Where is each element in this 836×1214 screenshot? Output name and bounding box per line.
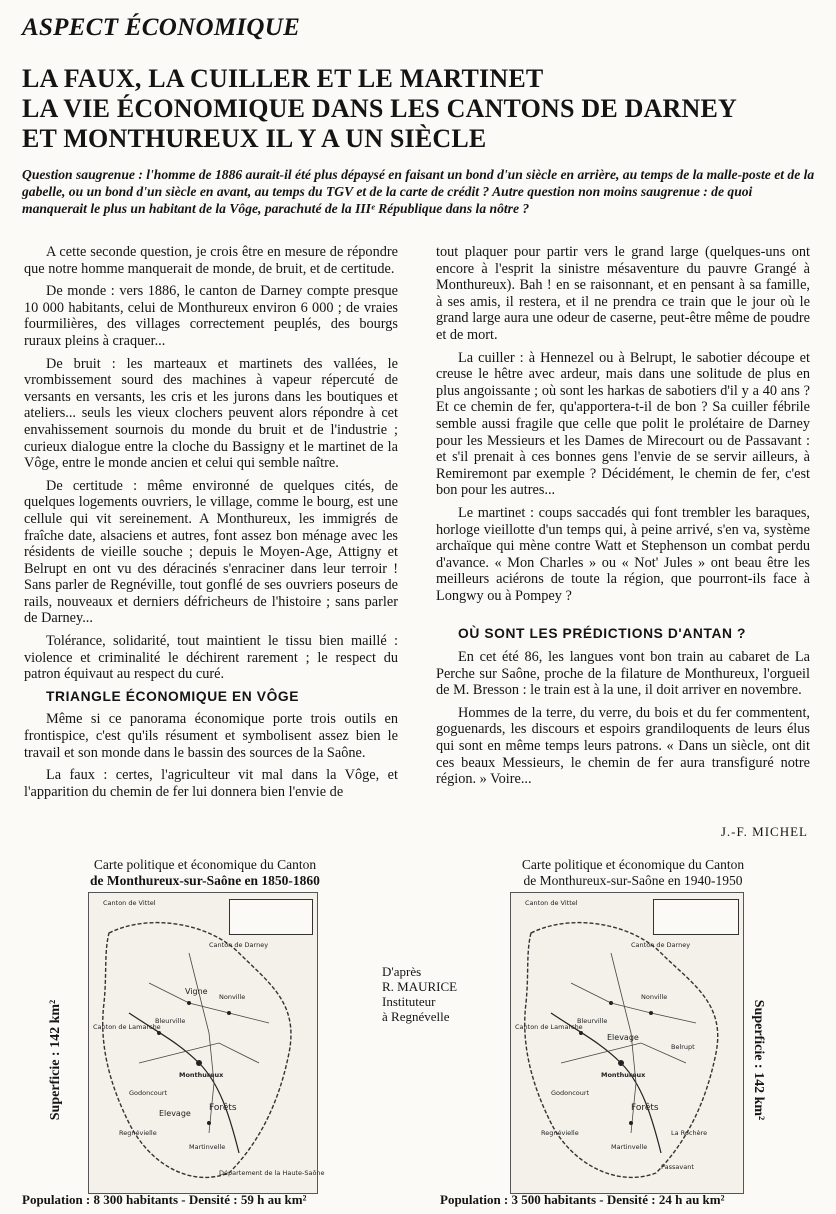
place-label: Bleurville xyxy=(577,1017,608,1025)
place-label: Canton de Vittel xyxy=(103,899,156,907)
paragraph: tout plaquer pour partir vers le grand large (quelques-uns ont encore à l'esprit la sinistre mésaventure du pauvre Grangé à Monthureux). Bah ! en se raisonnant, et en pensant à sa famille, à ses amis, il restera, et il ne prendra ce train que le jour où le grand large aura une odeur de caserne, peut-être même de poudre et de mort. xyxy=(436,244,810,343)
population-label: Population : 3 500 habitants - Densité : 24 h au km² xyxy=(440,1192,725,1207)
area-label: Superficie : 142 km² xyxy=(48,999,63,1121)
subheading: TRIANGLE ÉCONOMIQUE EN VÔGE xyxy=(46,688,300,704)
place-label: Martinvelle xyxy=(189,1143,226,1151)
place-label: Elevage xyxy=(159,1109,191,1118)
place-label: Canton de Lamarche xyxy=(93,1023,161,1031)
map-title-line: Carte politique et économique du Canton xyxy=(521,857,745,872)
population-label: Population : 8 300 habitants - Densité : 59 h au km² xyxy=(22,1192,307,1207)
paragraph: Tolérance, solidarité, tout maintient le tissu bien maillé : violence et criminalité le déchirent rarement ; le respect du patron équivaut au respect du curé. xyxy=(24,633,398,683)
place-label: Elevage xyxy=(607,1033,639,1042)
place-label: Bleurville xyxy=(155,1017,186,1025)
map-legend xyxy=(229,899,313,935)
credit-line: à Regnévelle xyxy=(382,1009,450,1024)
place-label: Canton de Darney xyxy=(209,941,269,949)
place-label: Canton de Vittel xyxy=(525,899,578,907)
paragraph: Même si ce panorama économique porte trois outils en frontispice, c'est qu'ils résument et symbolisent assez bien le travail et son monde dans le bassin des sources de la Saône. xyxy=(24,711,398,761)
paragraph: Hommes de la terre, du verre, du bois et du fer commentent, goguenards, les discours et espoirs grandiloquents de leurs élus qui sont en même temps leurs patrons. « Dans un siècle, ont dit ces beaux Messieurs, le chemin de fer aura transfiguré notre région. » Voire... xyxy=(436,704,810,788)
credit-line: Instituteur xyxy=(382,994,436,1009)
subheading: OÙ SONT LES PRÉDICTIONS D'ANTAN ? xyxy=(458,626,747,642)
paragraph: En cet été 86, les langues vont bon train au cabaret de La Perche sur Saône, proche de la filature de Monthureux, l'orgueil de M. Bresson : le train est à la une, il doit arriver en novembre. xyxy=(436,649,810,699)
place-label: Martinvelle xyxy=(611,1143,648,1151)
map-title-line: de Monthureux-sur-Saône en 1850-1860 xyxy=(90,873,320,888)
place-label: Vigne xyxy=(185,987,208,996)
headline-line: LA FAUX, LA CUILLER ET LE MARTINET xyxy=(22,64,544,93)
map-legend xyxy=(653,899,739,935)
paragraph: La cuiller : à Hennezel ou à Belrupt, le sabotier découpe et creuse le hêtre avec ardeur, mais dans une solitude de plus en plus angoissante ; où sont les harkas de sabotiers d'il y a 40 ans ? Et ce chemin de fer, qu'apportera-t-il de bon ? Sa cuiller fébrile semble aussi fragile que celle que polit le prolétaire de Darney pour les Messieurs et les Dames de Mirecourt ou de Passavant : et s'il prenait à ces bonnes gens l'envie de se servir ailleurs, à Remiremont par exemple ? Décidément, le chemin de fer, c'est bon pour les autres... xyxy=(436,349,810,499)
paragraph: De certitude : même environné de quelques cités, de quelques logements ouvriers, le village, comme le bourg, est une cellule qui vit sereinement. A Monthureux, les immigrés de fraîche date, alsaciens et autres, font assez bon ménage avec les résidents de vieille souche ; depuis le Moyen-Age, Attigny et Belrupt en ont vu des déracinés s'enraciner dans leur terroir ! Sans parler de Regnéville, tout gonflé de ses ouvriers poseurs de rails, nouveaux et derniers défricheurs de l'histoire ; sans parler de Darney... xyxy=(24,477,398,627)
headline-line: ET MONTHUREUX IL Y A UN SIÈCLE xyxy=(22,124,487,153)
paragraph: Le martinet : coups saccadés qui font trembler les baraques, horloge vieillotte d'un temps qui, à peine arrivé, s'en va, système archaïque qui mène contre Watt et Stephenson un combat perdu d'avance. « Mon Charles » ou « Not' Jules » ont beau être les meilleurs aciérons de toute la région, que pourront-ils face à Longwy ou à Pompey ? xyxy=(436,504,810,604)
author-signature: J.-F. MICHEL xyxy=(720,824,808,839)
place-label: Nonville xyxy=(641,993,668,1001)
place-label: Monthureux xyxy=(179,1071,224,1079)
place-label: Canton de Darney xyxy=(631,941,691,949)
place-label: Forêts xyxy=(631,1103,659,1113)
place-label: Forêts xyxy=(209,1103,237,1113)
map-right-title xyxy=(446,857,820,889)
headline xyxy=(22,64,822,154)
place-label: Canton de Lamarche xyxy=(515,1023,583,1031)
place-label: Monthureux xyxy=(601,1071,646,1079)
map-left-title xyxy=(30,857,380,889)
paragraph: De monde : vers 1886, le canton de Darney compte presque 10 000 habitants, celui de Monthureux environ 6 000 ; de vraies fourmilières, des villages correctement peuplés, des bourgs ruraux pleins à craquer... xyxy=(24,283,398,349)
left-column xyxy=(24,244,398,806)
headline-line: LA VIE ÉCONOMIQUE DANS LES CANTONS DE DARNEY xyxy=(22,94,738,123)
map-right xyxy=(510,892,744,1194)
paragraph: A cette seconde question, je crois être en mesure de répondre que notre homme manquerait de monde, de bruit, et de certitude. xyxy=(24,244,398,277)
paragraph: La faux : certes, l'agriculteur vit mal dans la Vôge, et l'apparition du chemin de fer lui donnera bien l'envie de xyxy=(24,767,398,800)
paragraph: De bruit : les marteaux et martinets des vallées, le vrombissement sourd des machines à vapeur répercuté de versants en versants, les cris et les jurons dans les boutiques et ateliers... seuls les vieux clochers peuvent alors répondre à cet envahissement sournois du monde du bruit et de l'industrie ; curieux dialogue entre la cloche du Bassigny et le martinet de la Vôge, entre le monde ancien et celui qui semble naître. xyxy=(24,355,398,472)
credit-line: R. MAURICE xyxy=(382,979,458,994)
credit-line: D'après xyxy=(382,964,422,979)
place-label: Passavant xyxy=(661,1163,694,1171)
place-label: Belrupt xyxy=(671,1043,695,1051)
map-title-line: Carte politique et économique du Canton xyxy=(93,857,317,872)
place-label: Godoncourt xyxy=(551,1089,590,1097)
area-label: Superficie : 142 km² xyxy=(751,999,766,1121)
place-label: La Rochère xyxy=(671,1129,708,1137)
intro-paragraph: Question saugrenue : l'homme de 1886 aurait-il été plus dépaysé en faisant un bond d'un siècle en arrière, au temps de la malle-poste et de la gabelle, ou un bond d'un siècle en avant, au temps du TGV et de la carte de crédit ? Autre question non moins saugrenue : de quoi manquerait le plus un habitant de la Vôge, parachuté de la IIIᵉ République dans la nôtre ? xyxy=(22,167,815,216)
place-label: Nonville xyxy=(219,993,246,1001)
map-left xyxy=(88,892,325,1194)
right-column xyxy=(436,244,810,794)
place-label: Regnévielle xyxy=(541,1129,579,1137)
place-label: Département de la Haute-Saône xyxy=(219,1169,325,1177)
place-label: Regnévielle xyxy=(119,1129,157,1137)
map-title-line: de Monthureux-sur-Saône en 1940-1950 xyxy=(523,873,743,888)
section-title: ASPECT ÉCONOMIQUE xyxy=(22,14,301,41)
place-label: Godoncourt xyxy=(129,1089,168,1097)
map-credit xyxy=(382,964,457,1024)
